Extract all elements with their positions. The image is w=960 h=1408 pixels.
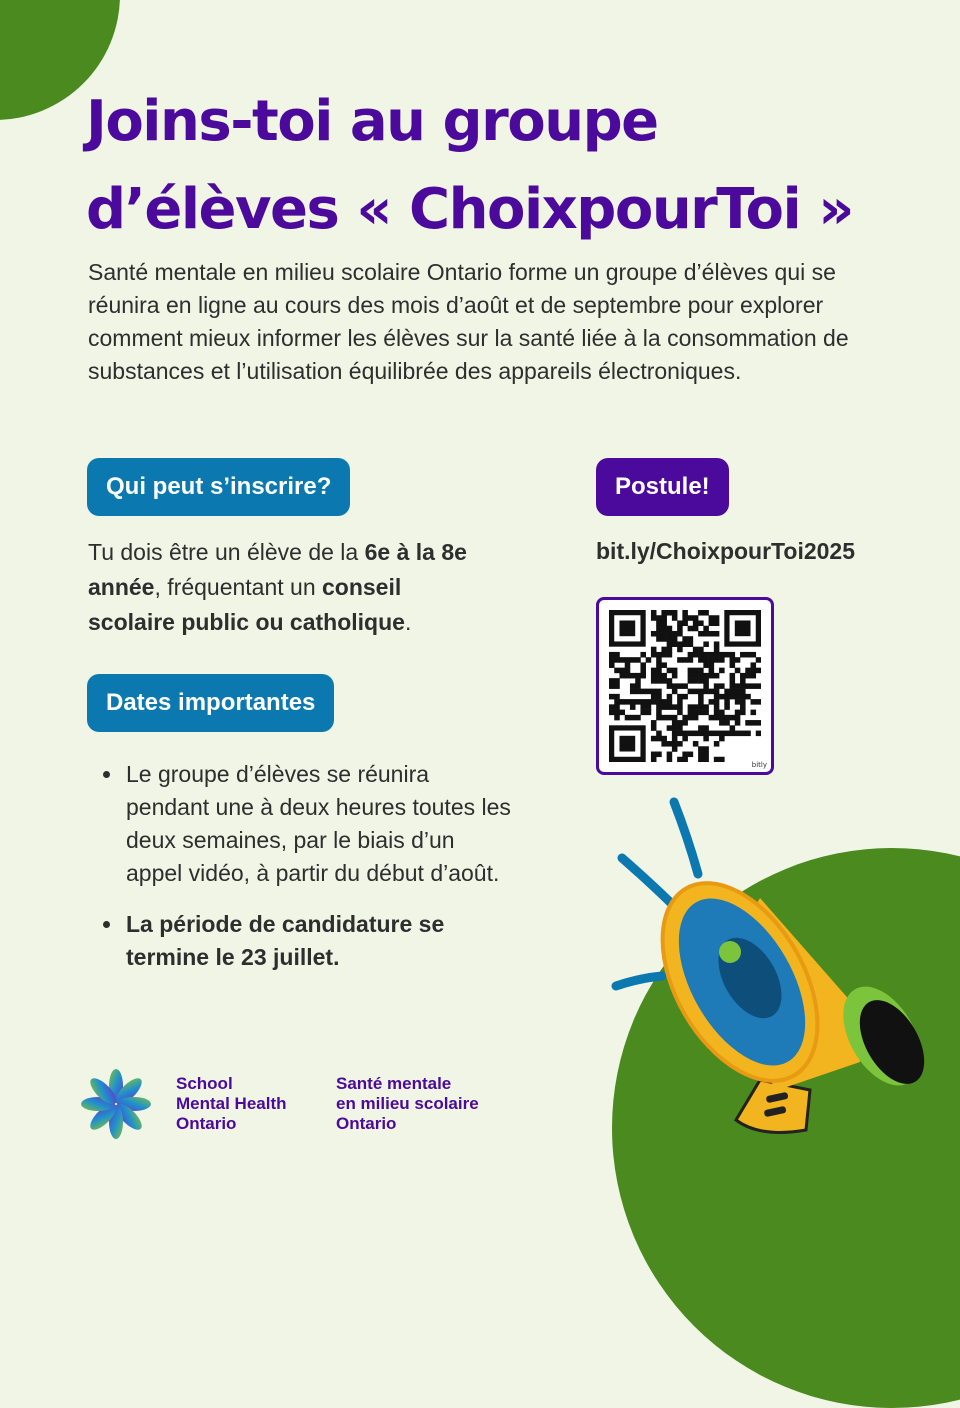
dates-heading: Dates importantes [87, 674, 334, 732]
smho-logo-icon [80, 1068, 152, 1140]
title-line-2: d’élèves « ChoixpourToi » [86, 177, 853, 242]
qr-code[interactable] [596, 597, 774, 775]
page-title [86, 78, 926, 254]
megaphone-icon [610, 790, 940, 1210]
qr-code-icon [609, 610, 761, 762]
eligibility-heading: Qui peut s’inscrire? [87, 458, 350, 516]
apply-heading: Postule! [596, 458, 729, 516]
dates-list [98, 758, 514, 992]
eligibility-text: Tu dois être un élève de la 6e à la 8e année, fréquentant un conseil scolaire public ou catholique. [88, 539, 467, 635]
intro-paragraph: Santé mentale en milieu scolaire Ontario forme un groupe d’élèves qui se réunira en ligne au cours des mois d’août et de septembre pour explorer comment mieux informer les élèves sur la santé liée à la consommation de substances et l’utilisation équilibrée des appareils électroniques. [88, 259, 849, 384]
list-item: • La période de candidature se termine le 23 juillet. [124, 908, 514, 974]
bitly-mark: bitly [751, 761, 767, 769]
apply-link[interactable]: bit.ly/ChoixpourToi2025 [596, 538, 855, 564]
logo-text-french: Santé mentale en milieu scolaire Ontario [336, 1074, 479, 1133]
title-line-1: Joins-toi au groupe [86, 89, 658, 154]
list-item: • Le groupe d’élèves se réunira pendant une à deux heures toutes les deux semaines, par le biais d’un appel vidéo, à partir du début d’août. [124, 758, 514, 890]
logo-text-english: School Mental Health Ontario [176, 1074, 287, 1133]
